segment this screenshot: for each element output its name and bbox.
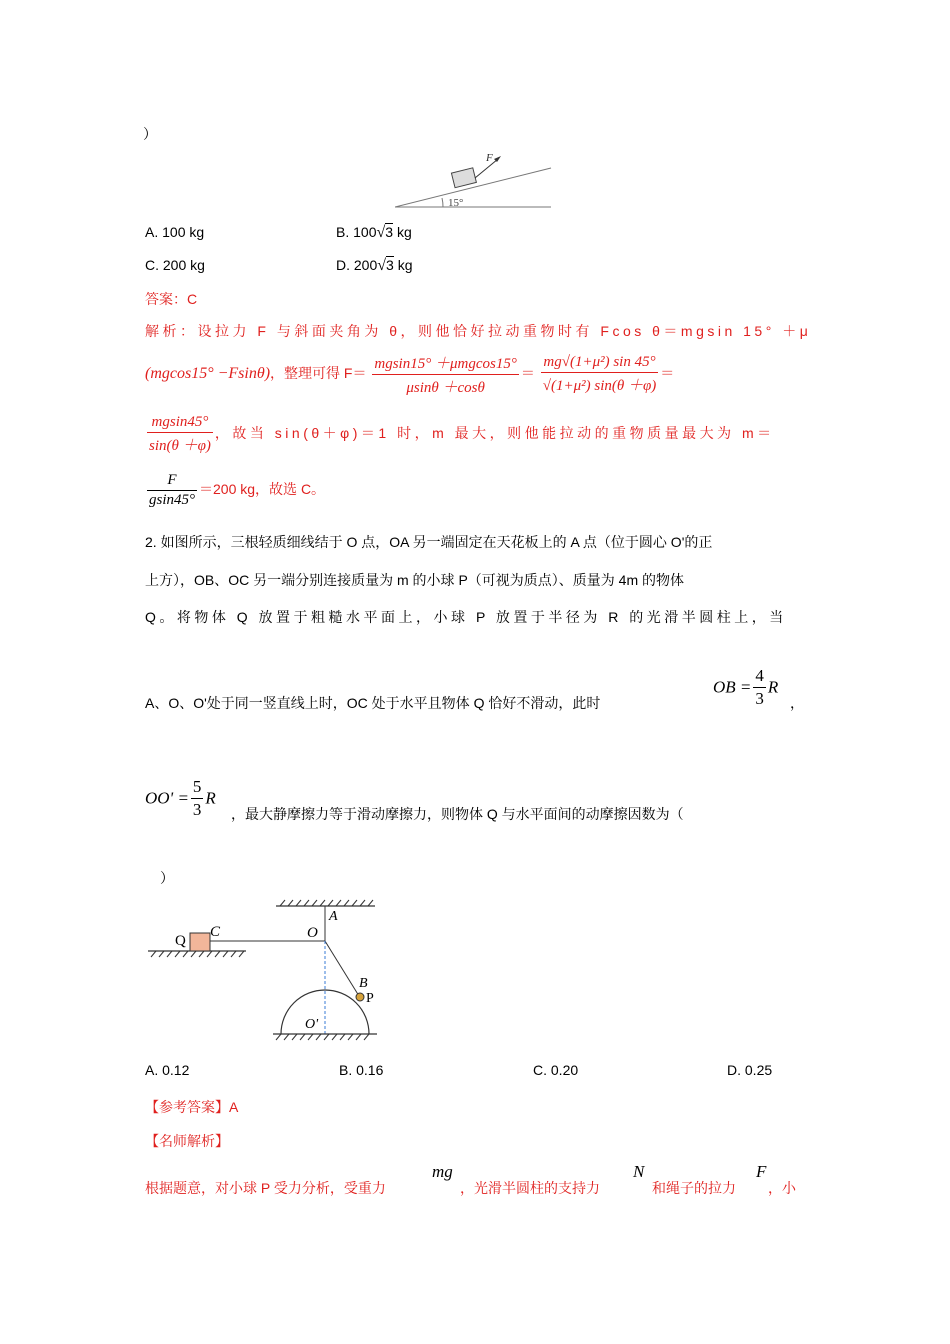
q2-line2: 上方），OB、OC 另一端分别连接质量为 m 的小球 P（可视为质点）、质量为 4m 的物体: [145, 572, 685, 588]
q1-option-a[interactable]: A. 100 kg: [145, 224, 205, 240]
ball-p: [356, 993, 364, 1001]
q1-option-b[interactable]: B. 100√3 kg: [336, 224, 412, 241]
symbol-mg: mg: [432, 1162, 453, 1181]
svg-text:B: B: [359, 976, 368, 991]
angle-label: 15°: [448, 197, 464, 209]
q2-option-b[interactable]: B. 0.16: [339, 1062, 384, 1078]
ob-comma: ，: [790, 695, 804, 711]
q1-paren-close: ）: [143, 126, 157, 142]
q2-ref-answer: 【参考答案】A: [145, 1099, 239, 1115]
q1-option-c[interactable]: C. 200 kg: [145, 257, 205, 273]
svg-text:O': O': [305, 1017, 319, 1032]
symbol-n: N: [633, 1162, 645, 1181]
fraction-2: $\frac{\text{mg√(1+μ²) sin 45°}}{\text{√(1+μ²) sin(θ ＋φ)}}$: [542, 354, 657, 394]
ob-equation: OB = $\frac{4}{3}$ R: [713, 666, 779, 708]
q1-analysis-line1: 解析：设拉力 F 与斜面夹角为 θ，则他恰好拉动重物时有 Fcos θ＝mgsin 15° ＋μ: [145, 323, 812, 339]
svg-text:C: C: [210, 924, 221, 940]
q1-option-d[interactable]: D. 200√3 kg: [336, 257, 413, 274]
block-q: [190, 933, 210, 951]
oo-equation: OO' = $\frac{5}{3}$ R: [145, 777, 216, 819]
q2-analysis-c: 和绳子的拉力: [652, 1180, 736, 1196]
q2-line1: 2. 如图所示，三根轻质细线结于 O 点，OA 另一端固定在天花板上的 A 点（位于圆心 O'的正: [145, 534, 713, 550]
string-ob: [325, 941, 359, 996]
pulley-figure: [143, 895, 383, 1043]
q2-analysis-d: ，小: [768, 1180, 796, 1196]
q2-analysis-b: ，光滑半圆柱的支持力: [460, 1180, 600, 1196]
fraction-4: $\frac{F}{gsin45^\circ}$: [149, 472, 196, 508]
q1-analysis-line3: $\frac{mgsin45^\circ}{\sin(\theta +\varphi)}$ ，故当 sin(θ＋φ)＝1 时，m 最大，则他能拉动的重物质量最大为 m＝: [149, 414, 775, 454]
force-label: F: [486, 152, 493, 164]
q2-line5: ，最大静摩擦力等于滑动摩擦力，则物体 Q 与水平面间的动摩擦因数为（: [231, 806, 684, 822]
q1-analysis-line2: (mgcos15° −Fsinθ)，整理可得 F＝ $\frac{\text{mgsin15° ＋μmgcos15°}}{\mu\sin\theta +\cos\theta}$ ＝ $\frac{\text{mg√(1+μ²) sin 45°}}{\text{√(1+μ²) sin(θ ＋φ)}}$ ＝: [145, 354, 675, 396]
svg-text:Q: Q: [175, 933, 186, 949]
q2-line3: Q。将物体 Q 放置于粗糙水平面上，小球 P 放置于半径为 R 的光滑半圆柱上，当: [145, 609, 787, 625]
block: [451, 168, 476, 188]
fraction-3: $\frac{mgsin45^\circ}{\sin(\theta +\varphi)}$: [149, 414, 211, 454]
svg-text:P: P: [366, 991, 374, 1006]
q2-line4: A、O、O'处于同一竖直线上时，OC 处于水平且物体 Q 恰好不滑动，此时: [145, 695, 601, 711]
svg-text:A: A: [329, 909, 338, 924]
fraction-1: $\frac{\text{mgsin15° ＋μmgcos15°}}{\mu\sin\theta +\cos\theta}$: [372, 352, 518, 397]
incline-figure: [395, 150, 555, 212]
q2-paren-close: ）: [160, 870, 174, 886]
q2-option-a[interactable]: A. 0.12: [145, 1062, 190, 1078]
q2-analysis-line: 根据题意，对小球 P 受力分析，受重力: [145, 1180, 386, 1196]
q2-option-d[interactable]: D. 0.25: [727, 1062, 773, 1078]
svg-text:O: O: [307, 925, 318, 941]
q2-option-c[interactable]: C. 0.20: [533, 1062, 579, 1078]
q1-answer: 答案：C: [145, 291, 198, 307]
q1-analysis-line4: $\frac{F}{gsin45^\circ}$ ＝200 kg，故选 C。: [149, 472, 326, 508]
q2-analysis-title: 【名师解析】: [145, 1133, 229, 1149]
symbol-f: F: [756, 1162, 767, 1181]
